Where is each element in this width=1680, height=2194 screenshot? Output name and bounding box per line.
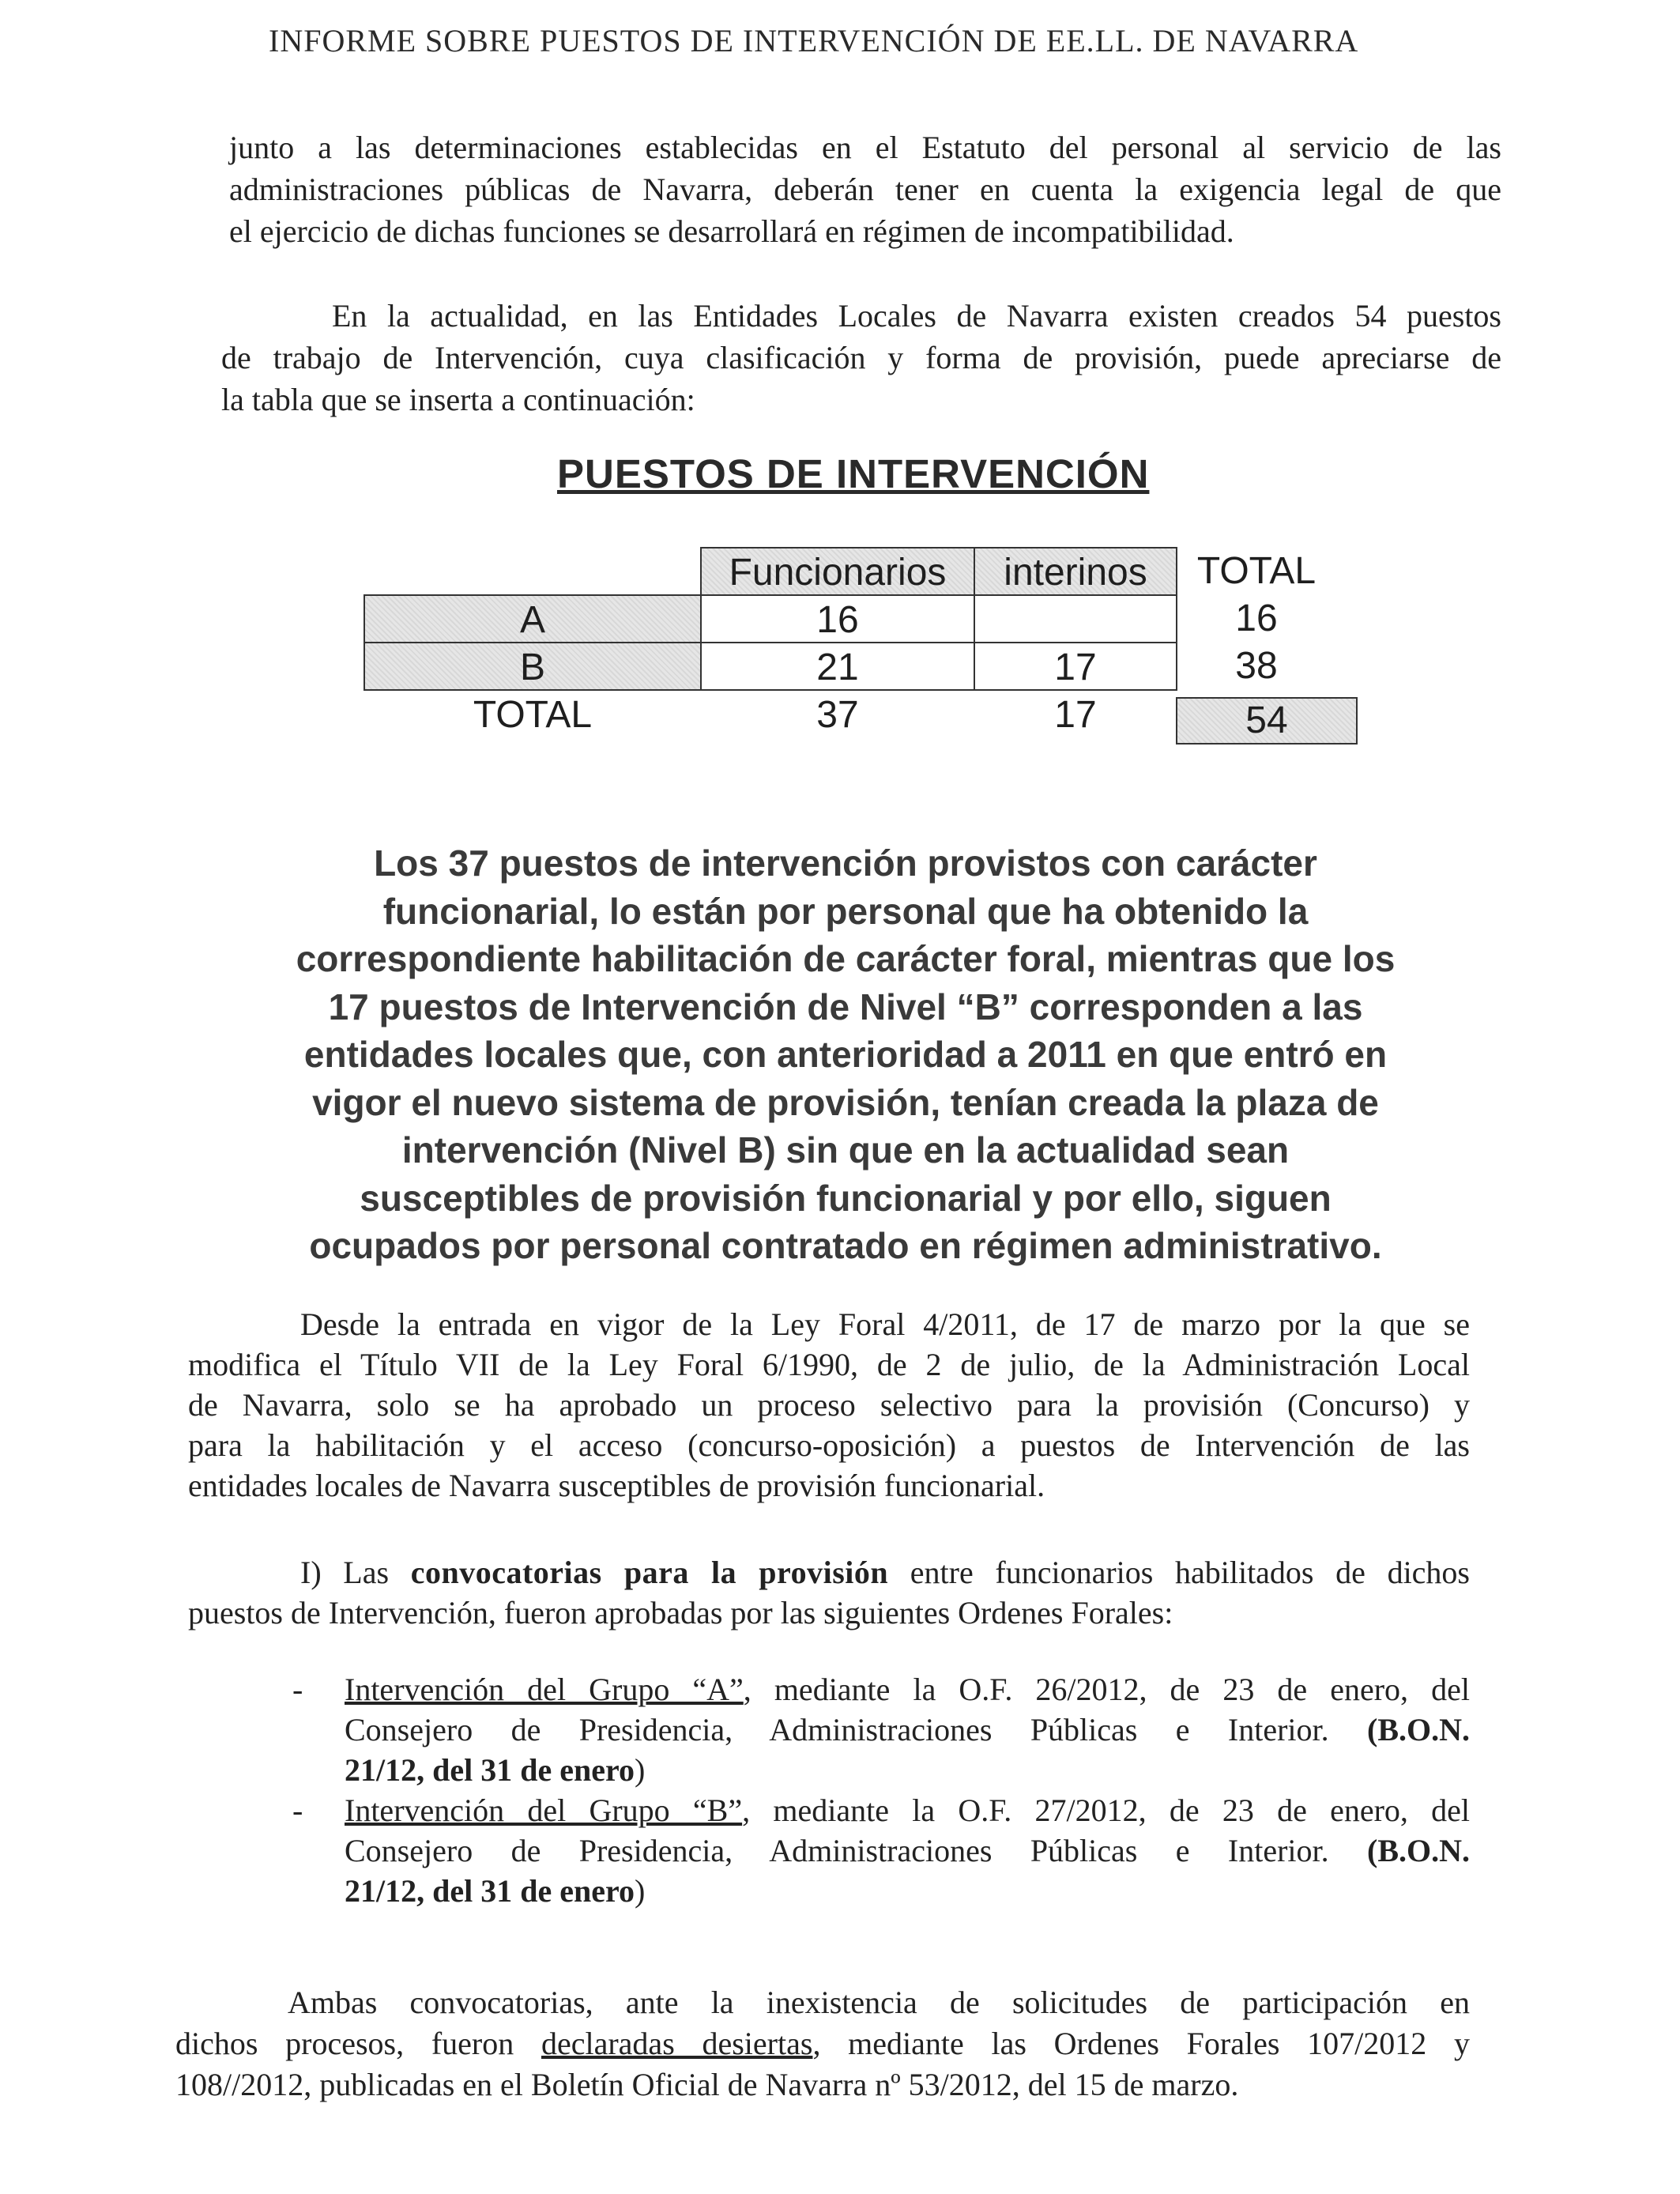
- text-line: intervención (Nivel B) sin que en la actualidad sean: [401, 1129, 1290, 1171]
- text-line: [345, 1790, 1470, 1830]
- text-line: modifica el Título VII de la Ley Foral 6/1990, de 2 de julio, de la Administración Local: [188, 1347, 1470, 1382]
- text-line: de Navarra, solo se ha aprobado un proceso selectivo para la provisión (Concurso) y: [188, 1387, 1470, 1423]
- cell-a-funcionarios: 16: [700, 594, 975, 643]
- underlined-fragment: declaradas desiertas: [541, 2026, 813, 2061]
- total-funcionarios: 37: [816, 694, 859, 736]
- text-line: administraciones públicas de Navarra, deberán tener en cuenta la exigencia legal de que: [229, 172, 1501, 207]
- text-line: entidades locales de Navarra susceptibles de provisión funcionarial.: [188, 1468, 1045, 1503]
- text-line: el ejercicio de dichas funciones se desarrollará en régimen de incompatibilidad.: [229, 213, 1234, 249]
- bold-summary-paragraph: [198, 839, 1494, 1270]
- grand-total: 54: [1176, 697, 1358, 745]
- text-line: correspondiente habilitación de carácter foral, mientras que los: [296, 938, 1396, 979]
- text-line: para la habilitación y el acceso (concurso-oposición) a puestos de Intervención de las: [188, 1427, 1470, 1463]
- text-line: [345, 1669, 1470, 1710]
- cell-a-total: 16: [1235, 598, 1278, 639]
- list-dash: -: [292, 1672, 303, 1707]
- text-line: susceptibles de provisión funcionarial y por ello, siguen: [360, 1177, 1332, 1219]
- text-line: [345, 1710, 1470, 1750]
- list-dash: -: [292, 1793, 303, 1828]
- text-line: [188, 1552, 1470, 1593]
- text-line: [345, 1750, 1470, 1790]
- text-line: vigor el nuevo sistema de provisión, tenían creada la plaza de: [312, 1081, 1379, 1123]
- text-line: ocupados por personal contratado en régimen administrativo.: [309, 1225, 1382, 1266]
- text-line: Los 37 puestos de intervención provistos con carácter: [374, 843, 1317, 884]
- cell-b-interinos: 17: [974, 642, 1177, 691]
- text-line: [345, 1871, 1470, 1911]
- text-fragment: , mediante las Ordenes Forales 107/2012 y: [812, 2026, 1470, 2061]
- text-line: 108//2012, publicadas en el Boletín Oficial de Navarra nº 53/2012, del 15 de marzo.: [175, 2067, 1239, 2102]
- text-line: junto a las determinaciones establecidas en el Estatuto del personal al servicio de las: [229, 130, 1501, 165]
- text-fragment: Consejero de Presidencia, Administraciones Públicas e Interior.: [345, 1712, 1367, 1747]
- ordenes-forales-list: [292, 1669, 1470, 1911]
- text-fragment: dichos procesos, fueron: [175, 2026, 541, 2061]
- header-total: TOTAL: [1196, 550, 1317, 592]
- paragraph-incompatibilidad: [229, 126, 1501, 252]
- text-line: 17 puestos de Intervención de Nivel “B” corresponden a las: [328, 986, 1363, 1027]
- grupo-b-link: Intervención del Grupo “B”: [345, 1793, 743, 1828]
- text-line: [345, 1830, 1470, 1871]
- cell-b-funcionarios: 21: [700, 642, 975, 691]
- bold-fragment: convocatorias para la provisión: [410, 1555, 889, 1590]
- text-line: puestos de Intervención, fueron aprobadas por las siguientes Ordenes Forales:: [188, 1595, 1173, 1630]
- text-fragment: , mediante la O.F. 26/2012, de 23 de enero, del: [743, 1672, 1470, 1707]
- total-interinos: 17: [1054, 694, 1097, 736]
- total-row-label: TOTAL: [473, 694, 593, 736]
- cell-a-interinos: [974, 594, 1177, 643]
- header-funcionarios: Funcionarios: [700, 547, 975, 596]
- text-line: entidades locales que, con anterioridad a 2011 en que entró en: [303, 1034, 1388, 1075]
- text-line: funcionarial, lo están por personal que ha obtenido la: [382, 890, 1309, 932]
- list-item: [292, 1669, 1470, 1790]
- text-fragment: ): [635, 1752, 646, 1788]
- text-fragment: , mediante la O.F. 27/2012, de 23 de enero, del: [742, 1793, 1471, 1828]
- bold-fragment: 21/12, del 31 de enero: [345, 1873, 635, 1909]
- paragraph-ley-foral: [188, 1304, 1470, 1506]
- text-line: Ambas convocatorias, ante la inexistencia de solicitudes de participación en: [288, 1985, 1470, 2020]
- document-header: INFORME SOBRE PUESTOS DE INTERVENCIÓN DE EE.LL. DE NAVARRA: [269, 23, 1359, 58]
- text-fragment: I) Las: [300, 1555, 411, 1590]
- text-line: la tabla que se inserta a continuación:: [221, 382, 695, 417]
- text-line: [175, 2023, 1470, 2064]
- text-fragment: Consejero de Presidencia, Administraciones Públicas e Interior.: [345, 1833, 1367, 1868]
- text-line: En la actualidad, en las Entidades Locales de Navarra existen creados 54 puestos: [332, 298, 1501, 334]
- bold-fragment: (B.O.N.: [1367, 1712, 1470, 1747]
- bold-fragment: 21/12, del 31 de enero: [345, 1752, 635, 1788]
- text-line: de trabajo de Intervención, cuya clasificación y forma de provisión, puede apreciarse de: [221, 340, 1501, 375]
- table-title: PUESTOS DE INTERVENCIÓN: [557, 451, 1150, 496]
- text-fragment: entre funcionarios habilitados de dichos: [888, 1555, 1470, 1590]
- list-item: [292, 1790, 1470, 1911]
- text-line: Desde la entrada en vigor de la Ley Foral 4/2011, de 17 de marzo por la que se: [300, 1306, 1470, 1342]
- bold-fragment: (B.O.N.: [1367, 1833, 1470, 1868]
- row-label-a: A: [363, 594, 702, 643]
- header-interinos: interinos: [974, 547, 1177, 596]
- cell-b-total: 38: [1235, 645, 1278, 687]
- paragraph-convocatorias: [188, 1552, 1470, 1633]
- text-fragment: ): [635, 1873, 646, 1909]
- grupo-a-link: Intervención del Grupo “A”: [345, 1672, 744, 1707]
- row-label-b: B: [363, 642, 702, 691]
- paragraph-actualidad: [221, 295, 1501, 420]
- paragraph-desiertas: [175, 1982, 1470, 2105]
